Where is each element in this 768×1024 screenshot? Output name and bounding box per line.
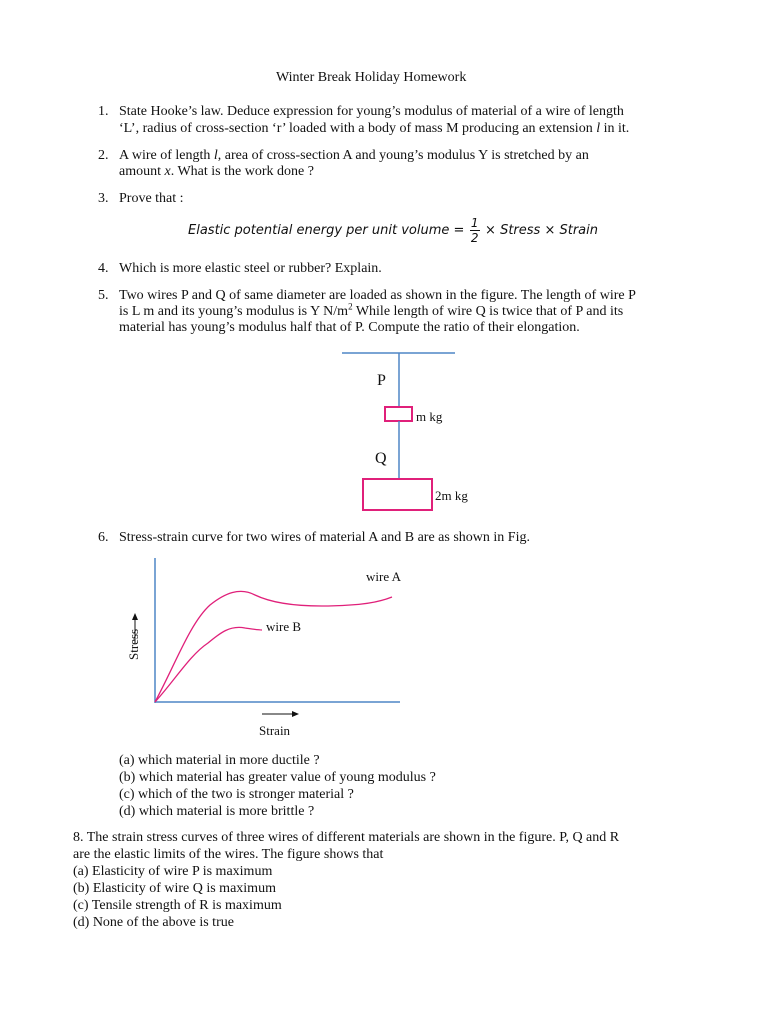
question-number: 2.: [98, 148, 109, 163]
question-text: 8. The strain stress curves of three wires of different materials are shown in the figure. P, Q and R: [73, 830, 620, 845]
mass-block-m: [385, 407, 412, 421]
label-p: P: [377, 372, 386, 389]
question-text: Two wires P and Q of same diameter are loaded as shown in the figure. The length of wire P: [119, 288, 636, 303]
q8-option-a: (a) Elasticity of wire P is maximum: [73, 864, 273, 879]
question-text-line2: amount x. What is the work done ?: [119, 164, 314, 179]
stress-arrow-head-icon: [132, 613, 138, 620]
q8-option-d: (d) None of the above is true: [73, 915, 234, 930]
label-mass2: 2m kg: [435, 488, 468, 503]
q6-option-a: (a) which material in more ductile ?: [119, 753, 320, 768]
label-stress: Stress: [126, 628, 141, 660]
label-strain: Strain: [259, 723, 291, 738]
q8-option-c: (c) Tensile strength of R is maximum: [73, 898, 282, 913]
page-title: Winter Break Holiday Homework: [276, 70, 467, 85]
question-text: A wire of length l, area of cross-section A and young’s modulus Y is stretched by an: [119, 148, 589, 163]
question-text: Stress-strain curve for two wires of material A and B are as shown in Fig.: [119, 530, 530, 545]
wires-figure: [330, 345, 490, 520]
q6-option-c: (c) which of the two is stronger material ?: [119, 787, 354, 802]
question-number: 3.: [98, 191, 109, 206]
q6-option-d: (d) which material is more brittle ?: [119, 804, 315, 819]
stress-strain-figure: [120, 555, 420, 745]
question-text-line3: material has young’s modulus half that of P. Compute the ratio of their elongation.: [119, 320, 580, 335]
question-text-line2: ‘L’, radius of cross-section ‘r’ loaded with a body of mass M producing an extension l in it.: [119, 121, 630, 136]
q6-option-b: (b) which material has greater value of young modulus ?: [119, 770, 436, 785]
question-text: State Hooke’s law. Deduce expression for young’s modulus of material of a wire of length: [119, 104, 624, 119]
mass-block-2m: [363, 479, 432, 510]
question-number: 4.: [98, 261, 109, 276]
question-text-line2: are the elastic limits of the wires. The figure shows that: [73, 847, 384, 862]
wire-a-curve: [155, 591, 392, 702]
label-q: Q: [375, 450, 387, 467]
fraction-one-half: $\frac{1}{2}$: [470, 216, 479, 246]
question-number: 5.: [98, 288, 109, 303]
question-text: Which is more elastic steel or rubber? Explain.: [119, 261, 382, 276]
question-number: 6.: [98, 530, 109, 545]
equation: Elastic potential energy per unit volume = $\frac{1}{2}$ × Stress × Strain: [188, 216, 598, 246]
label-mass1: m kg: [416, 409, 443, 424]
question-text-line2: is L m and its young’s modulus is Y $N/m^2$ While length of wire Q is twice that of P and its: [119, 301, 624, 319]
label-wire-a: wire A: [366, 569, 402, 584]
label-wire-b: wire B: [266, 619, 302, 634]
question-text: Prove that :: [119, 191, 184, 206]
question-number: 1.: [98, 104, 109, 119]
wire-b-curve: [155, 627, 262, 702]
strain-arrow-head-icon: [292, 711, 299, 717]
q8-option-b: (b) Elasticity of wire Q is maximum: [73, 881, 276, 896]
